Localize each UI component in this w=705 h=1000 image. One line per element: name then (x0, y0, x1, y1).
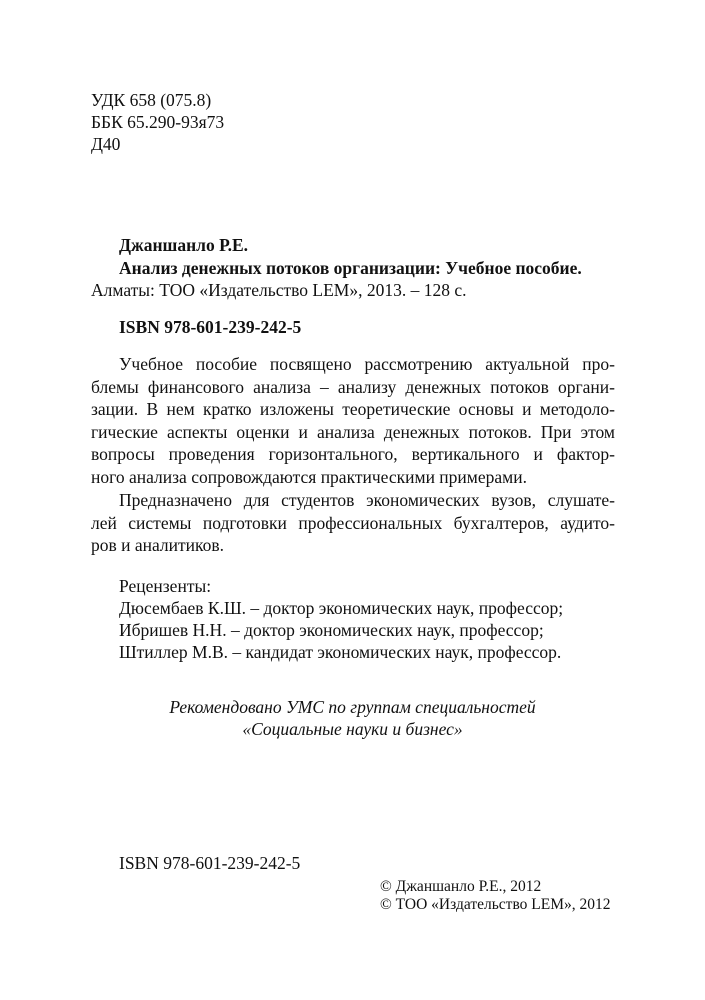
reviewer-item: Штиллер М.В. – кандидат экономических наук, профессор. (119, 642, 562, 662)
recommendation-line-2: «Социальные науки и бизнес» (242, 719, 463, 739)
reviewer-item: Ибришев Н.Н. – доктор экономических наук, профессор; (119, 620, 544, 640)
bbk-code: ББК 65.290-93я73 (91, 112, 225, 132)
reviewer-item: Дюсембаев К.Ш. – доктор экономических наук, профессор; (119, 598, 564, 618)
abstract-paragraph-2 (91, 489, 615, 557)
abstract-line: зации. В нем кратко изложены теоретические основы и методоло- (91, 399, 615, 420)
footer-isbn: ISBN 978-601-239-242-5 (119, 853, 301, 873)
reviewers-heading: Рецензенты: (119, 576, 212, 596)
imprint: Алматы: ТОО «Издательство LEM», 2013. – 128 с. (91, 280, 467, 300)
udk-code: УДК 658 (075.8) (91, 90, 212, 110)
author-name: Джаншанло Р.Е. (119, 235, 249, 255)
author-mark: Д40 (91, 134, 121, 154)
abstract-paragraph-1 (91, 353, 615, 489)
abstract-line: гические аспекты оценки и анализа денежных потоков. При этом (91, 421, 615, 442)
book-title: Анализ денежных потоков организации: Учебное пособие. (119, 258, 582, 278)
copyright-author: © Джаншанло Р.Е., 2012 (380, 878, 542, 895)
abstract-line: Учебное пособие посвящено рассмотрению актуальной про- (119, 354, 615, 374)
abstract-line: ного анализа сопровождаются практическими примерами. (91, 466, 527, 487)
recommendation-line-1: Рекомендовано УМС по группам специальностей (169, 697, 536, 717)
copyright-publisher: © ТОО «Издательство LEM», 2012 (380, 896, 611, 913)
abstract-line: вопросы проведения горизонтального, вертикального и фактор- (91, 444, 615, 465)
abstract-line: блемы финансового анализа – анализу денежных потоков органи- (91, 376, 615, 397)
abstract-line: Предназначено для студентов экономических вузов, слушате- (119, 490, 615, 510)
abstract-line: лей системы подготовки профессиональных бухгалтеров, аудито- (91, 512, 615, 533)
abstract-line: ров и аналитиков. (91, 535, 225, 556)
isbn-bold: ISBN 978-601-239-242-5 (119, 317, 302, 337)
